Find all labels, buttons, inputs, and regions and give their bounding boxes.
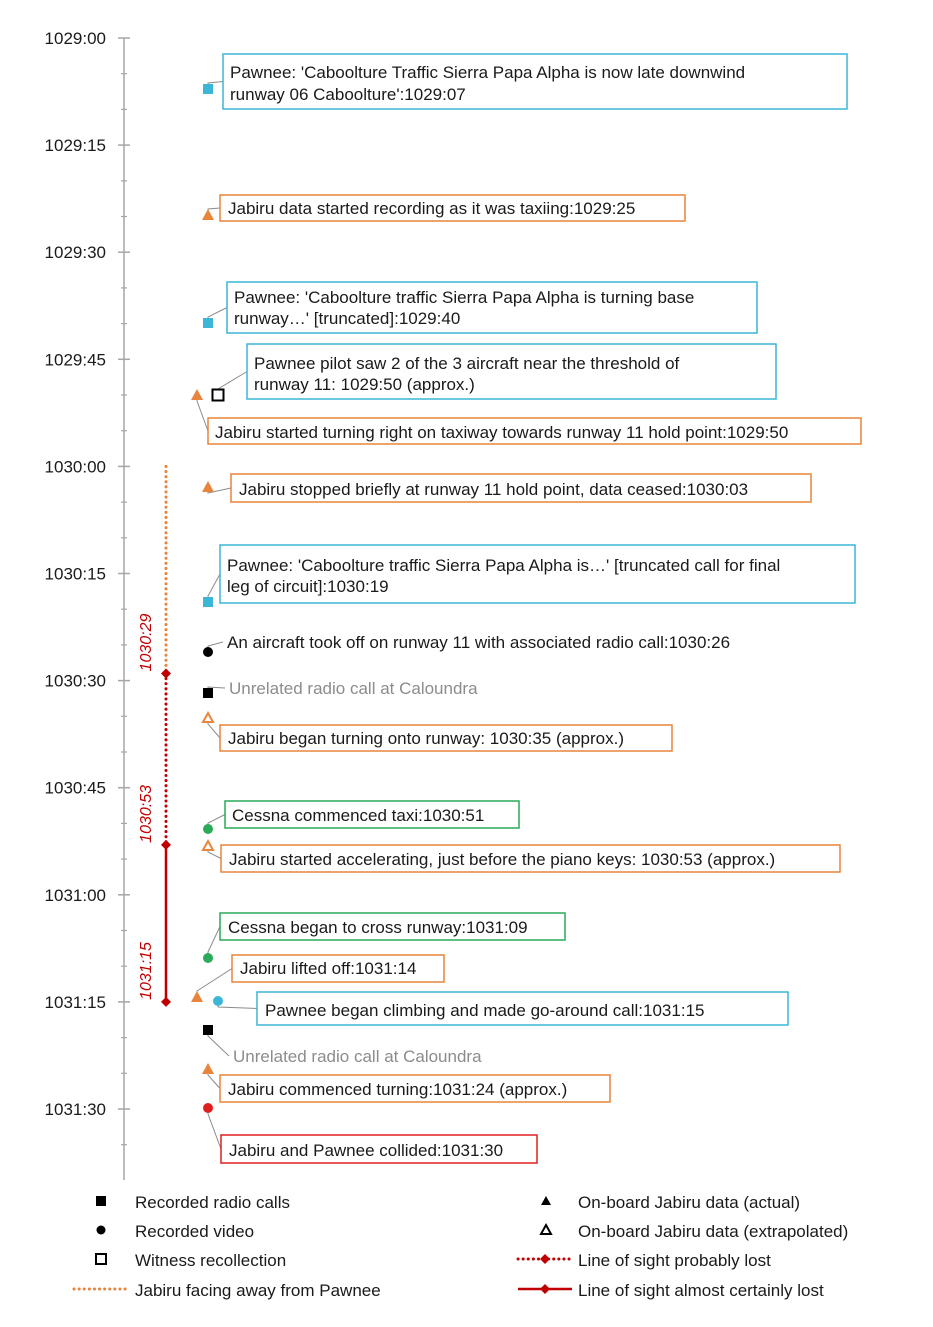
event-label: Jabiru began turning onto runway: 1030:35 (approx.) bbox=[228, 729, 624, 748]
legend-item bbox=[74, 1281, 381, 1300]
legend-label: On-board Jabiru data (extrapolated) bbox=[578, 1222, 849, 1241]
event-connector bbox=[197, 395, 208, 431]
event-2 bbox=[203, 282, 757, 333]
legend-circle-icon bbox=[97, 1226, 106, 1235]
event-label: Jabiru started accelerating, just before the piano keys: 1030:53 (approx.) bbox=[229, 850, 776, 869]
marker-radio-call bbox=[203, 84, 213, 94]
legend-item bbox=[541, 1222, 848, 1241]
time-tick-label: 1030:15 bbox=[44, 564, 106, 584]
legend-label: Jabiru facing away from Pawnee bbox=[135, 1281, 381, 1300]
event-11 bbox=[203, 841, 840, 872]
marker-jabiru-actual bbox=[191, 991, 203, 1002]
legend-triangle-icon bbox=[541, 1196, 551, 1205]
event-label: Jabiru commenced turning:1031:24 (approx.) bbox=[228, 1080, 568, 1099]
event-label: An aircraft took off on runway 11 with associated radio call:1030:26 bbox=[227, 633, 731, 652]
marker-radio-call bbox=[203, 597, 213, 607]
marker-jabiru-actual bbox=[202, 1063, 214, 1074]
time-axis bbox=[45, 29, 130, 1180]
event-label: Pawnee began climbing and made go-around call:1031:15 bbox=[265, 1001, 705, 1020]
line-of-sight-diamond bbox=[161, 997, 171, 1007]
legend-label: Recorded radio calls bbox=[135, 1193, 290, 1212]
legend-label: Recorded video bbox=[135, 1222, 255, 1241]
event-7 bbox=[203, 633, 730, 657]
line-of-sight-diamond bbox=[161, 668, 171, 678]
legend-item bbox=[518, 1281, 824, 1300]
event-1 bbox=[202, 195, 685, 221]
legend-diamond-icon bbox=[540, 1284, 550, 1294]
legend-label: Line of sight almost certainly lost bbox=[578, 1281, 824, 1300]
time-tick-label: 1030:00 bbox=[44, 457, 106, 477]
time-tick-label: 1031:15 bbox=[44, 992, 106, 1012]
event-label: Cessna commenced taxi:1030:51 bbox=[232, 806, 485, 825]
legend-label: Witness recollection bbox=[135, 1251, 287, 1270]
event-9 bbox=[203, 713, 672, 751]
legend-diamond-icon bbox=[540, 1254, 550, 1264]
marker-jabiru-actual bbox=[202, 481, 214, 492]
event-17 bbox=[203, 1103, 537, 1163]
time-tick-label: 1029:45 bbox=[44, 350, 106, 370]
event-16 bbox=[202, 1063, 610, 1102]
marker-radio-call bbox=[203, 318, 213, 328]
marker-video bbox=[203, 647, 213, 657]
time-tick-label: 1029:15 bbox=[44, 136, 106, 156]
legend-item bbox=[97, 1222, 255, 1241]
event-0 bbox=[203, 54, 847, 109]
legend-item bbox=[96, 1193, 290, 1212]
event-label: Unrelated radio call at Caloundra bbox=[233, 1047, 482, 1066]
event-label: Cessna began to cross runway:1031:09 bbox=[228, 918, 528, 937]
legend-label: Line of sight probably lost bbox=[578, 1251, 771, 1270]
event-label: Jabiru started turning right on taxiway towards runway 11 hold point:1029:50 bbox=[215, 423, 789, 442]
legend-open-triangle-icon bbox=[541, 1225, 551, 1234]
legend-label: On-board Jabiru data (actual) bbox=[578, 1193, 801, 1212]
marker-video bbox=[213, 996, 223, 1006]
marker-witness bbox=[213, 390, 224, 401]
time-tick-label: 1030:30 bbox=[44, 671, 106, 691]
event-label: Pawnee: 'Caboolture traffic Sierra Papa Alpha is turning base bbox=[234, 288, 695, 307]
line-of-sight-diamond bbox=[161, 840, 171, 850]
event-connector bbox=[218, 1001, 257, 1009]
event-label: Jabiru lifted off:1031:14 bbox=[240, 959, 417, 978]
event-label: runway…' [truncated]:1029:40 bbox=[234, 309, 461, 328]
marker-jabiru-extrapolated bbox=[203, 713, 213, 722]
period-time-label: 1030:53 bbox=[138, 784, 155, 843]
event-14 bbox=[213, 992, 788, 1025]
legend bbox=[74, 1193, 848, 1300]
event-label: leg of circuit]:1030:19 bbox=[227, 577, 389, 596]
event-list bbox=[191, 54, 861, 1163]
event-6 bbox=[203, 545, 855, 607]
period-time-label: 1031:15 bbox=[138, 942, 155, 1000]
event-label: runway 11: 1029:50 (approx.) bbox=[254, 375, 475, 394]
marker-video bbox=[203, 1103, 213, 1113]
event-connector bbox=[208, 1108, 221, 1149]
marker-radio-call bbox=[203, 1025, 213, 1035]
marker-jabiru-actual bbox=[202, 209, 214, 220]
legend-square-icon bbox=[96, 1196, 106, 1206]
time-tick-label: 1030:45 bbox=[44, 778, 106, 798]
event-label: Pawnee: 'Caboolture traffic Sierra Papa Alpha is…' [truncated call for final bbox=[227, 556, 781, 575]
line-of-sight-periods bbox=[138, 466, 171, 1007]
legend-item bbox=[518, 1251, 771, 1270]
event-label: Pawnee: 'Caboolture Traffic Sierra Papa Alpha is now late downwind bbox=[230, 63, 746, 82]
time-tick-label: 1029:30 bbox=[44, 243, 106, 263]
event-10 bbox=[203, 801, 519, 834]
legend-open-square-icon bbox=[96, 1254, 106, 1264]
event-label: Unrelated radio call at Caloundra bbox=[229, 679, 478, 698]
event-3 bbox=[213, 344, 777, 401]
event-connector bbox=[208, 927, 220, 959]
event-15 bbox=[203, 1025, 482, 1066]
time-tick-label: 1031:30 bbox=[44, 1100, 106, 1119]
period-time-label: 1030:29 bbox=[138, 613, 155, 672]
time-tick-label: 1031:00 bbox=[44, 885, 106, 905]
event-label: runway 06 Caboolture':1029:07 bbox=[230, 85, 466, 104]
marker-video bbox=[203, 824, 213, 834]
marker-jabiru-actual bbox=[191, 389, 203, 400]
event-5 bbox=[202, 474, 811, 502]
event-8 bbox=[203, 679, 478, 698]
time-tick-label: 1029:00 bbox=[44, 29, 106, 48]
event-label: Jabiru data started recording as it was taxiing:1029:25 bbox=[228, 199, 636, 218]
legend-item bbox=[96, 1251, 286, 1270]
marker-jabiru-extrapolated bbox=[203, 841, 213, 850]
marker-video bbox=[203, 953, 213, 963]
event-label: Pawnee pilot saw 2 of the 3 aircraft near the threshold of bbox=[254, 354, 680, 373]
marker-radio-call bbox=[203, 688, 213, 698]
event-connector bbox=[197, 969, 232, 998]
legend-item bbox=[541, 1193, 800, 1212]
event-label: Jabiru stopped briefly at runway 11 hold point, data ceased:1030:03 bbox=[239, 480, 749, 499]
event-label: Jabiru and Pawnee collided:1031:30 bbox=[229, 1141, 504, 1160]
